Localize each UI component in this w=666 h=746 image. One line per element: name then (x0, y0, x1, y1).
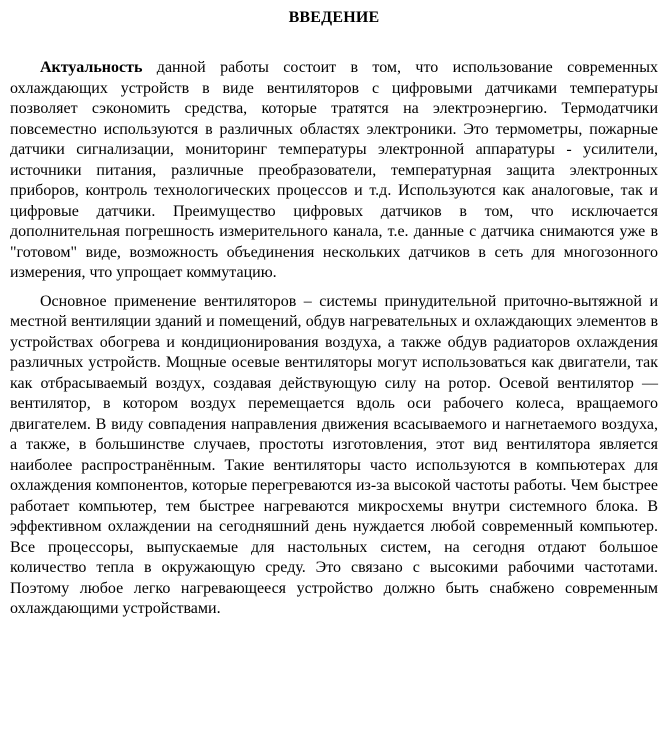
paragraph-fans: Основное применение вентиляторов – системы принудительной приточно-вытяжной и местной вентиляции зданий и помещений, обдув нагревательных и охлаждающих элементов в устройствах обогрева и кондиционирования воздуха, а также обдув радиаторов охлаждения различных устройств. Мощные осевые вентиляторы могут использоваться как двигатели, так как отбрасываемый воздух, создавая действующую силу на ротор. Осевой вентилятор — вентилятор, в котором воздух перемещается вдоль оси рабочего колеса, вращаемого двигателем. В виду совпадения направления движения всасываемого и нагнетаемого воздуха, а также, в большинстве случаев, простоты изготовления, этот вид вентилятора является наиболее распространённым. Такие вентиляторы часто используются в компьютерах для охлаждения компонентов, которые перегреваются из-за высокой частоты работы. Чем быстрее работает компьютер, тем быстрее нагреваются микросхемы внутри системного блока. В эффективном охлаждении на сегодняшний день нуждается любой современный компьютер. Все процессоры, выпускаемые для настольных систем, на сегодня отдают большое количество тепла в окружающую среду. Это связано с высокими рабочими частотами. Поэтому любое легко нагревающееся устройство должно быть снабжено современным охлаждающими устройствами. (10, 292, 658, 617)
paragraph-lead-term: Актуальность (40, 59, 143, 76)
paragraph-relevance (10, 58, 658, 284)
page-title: ВВЕДЕНИЕ (288, 9, 380, 26)
paragraph-relevance-text: данной работы состоит в том, что использование современных охлаждающих устройств в виде вентиляторов с цифровыми датчиками температуры позволяет сэкономить средства, которые тратятся на электроэнергию. Термодатчики повсеместно используются в различных областях электроники. Это термометры, пожарные датчики сигнализации, мониторинг температуры электронной аппаратуры - усилители, источники питания, различные преобразователи, температурная защита электронных приборов, контроль технологических процессов и т.д. Используются как аналоговые, так и цифровые датчики. Преимущество цифровых датчиков в том, что исключается дополнительная погрешность измерительного канала, т.е. данные с датчика снимаются уже в "готовом" виде, возможность объединения нескольких датчиков в сеть для многозонного измерения, что упрощает коммутацию. (10, 59, 658, 281)
